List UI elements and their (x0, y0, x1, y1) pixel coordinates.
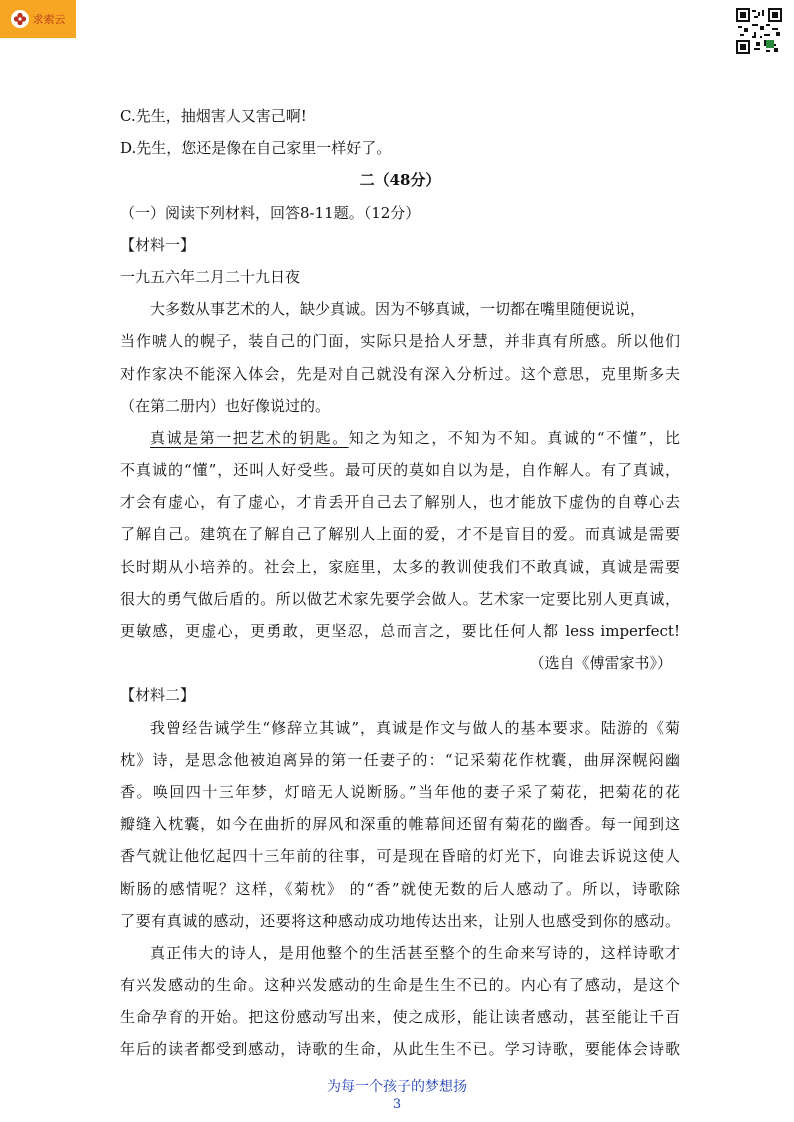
text-line: 香。唤回四十三年梦，灯暗无人说断肠。”当年他的妻子采了菊花，把菊花的花 (120, 782, 680, 801)
text-line: 了解自己。建筑在了解自己了解别人上面的爱，才不是盲目的爱。而真诚是需要 (120, 525, 680, 544)
footer-slogan: 为每一个孩子的梦想扬 (327, 1079, 467, 1095)
flower-logo-icon (11, 10, 29, 28)
text-line: 长时期从小培养的。社会上，家庭里，太多的教训使我们不敢真诚，真诚是需要 (120, 557, 680, 576)
text-line: 当作唬人的幌子，装自己的门面，实际只是拾人牙慧，并非真有所感。所以他们 (120, 332, 680, 351)
text-line: 枕》诗，是思念他被迫离异的第一任妻子的：“记采菊花作枕囊，曲屏深幌闷幽 (120, 750, 680, 769)
text-line: 二（48分） (359, 171, 441, 190)
text-line: 不真诚的“懂”，还叫人好受些。最可厌的莫如自以为是，自作解人。有了真诚， (120, 461, 680, 480)
text-line: 断肠的感情呢？这样，《菊枕》 的“香”就使无数的后人感动了。所以，诗歌除 (120, 879, 680, 898)
line-remainder: 知之为知之，不知为不知。真诚的“不懂”，比 (348, 428, 680, 447)
text-line: 一九五六年二月二十九日夜 (120, 267, 301, 286)
text-line: 【材料一】 (120, 235, 196, 254)
text-line: 【材料二】 (120, 686, 196, 705)
text-line: 很大的勇气做后盾的。所以做艺术家先要学会做人。艺术家一定要比别人更真诚， (120, 589, 680, 608)
text-line: 有兴发感动的生命。这种兴发感动的生命是生生不已的。内心有了感动，是这个 (120, 976, 680, 995)
text-line (120, 422, 680, 454)
brand-logo (0, 0, 76, 38)
qr-code-icon (736, 8, 782, 54)
text-line: 了要有真诚的感动，还要将这种感动成功地传达出来，让别人也感受到你的感动。 (120, 911, 680, 930)
text-line: 才会有虚心，有了虚心，才肯丢开自己去了解别人，也才能放下虚伪的自尊心去 (120, 493, 680, 512)
document-body (120, 100, 680, 1066)
text-line: D.先生，您还是像在自己家里一样好了。 (120, 139, 392, 158)
page-number: 3 (392, 1097, 402, 1112)
text-line: 更敏感，更虚心，更勇敢，更坚忍，总而言之，要比任何人都 less imperfect! (120, 622, 680, 640)
text-line: 香气就让他忆起四十三年前的往事，可是现在昏暗的灯光下，向谁去诉说这使人 (120, 847, 680, 866)
text-line: （在第二册内）也好像说过的。 (120, 396, 331, 415)
text-line: C.先生，抽烟害人又害己啊! (120, 107, 307, 125)
text-line: 瓣缝入枕囊，如今在曲折的屏风和深重的帷幕间还留有菊花的幽香。每一闻到这 (120, 815, 680, 834)
text-line: 对作家决不能深入体会，先是对自己就没有深入分析过。这个意思，克里斯多夫 (120, 364, 680, 383)
text-line: （一）阅读下列材料，回答8-11题。（12分） (120, 203, 421, 222)
text-line: 年后的读者都受到感动，诗歌的生命，从此生生不已。学习诗歌，要能体会诗歌 (120, 1040, 680, 1059)
text-line: 我曾经告诫学生“修辞立其诚”，真诚是作文与做人的基本要求。陆游的《菊 (150, 718, 680, 737)
text-line: （选自《傅雷家书》） (529, 654, 672, 673)
text-line: 真正伟大的诗人，是用他整个的生活甚至整个的生命来写诗的，这样诗歌才 (150, 943, 680, 962)
text-line: 生命孕育的开始。把这份感动写出来，使之成形，能让读者感动，甚至能让千百 (120, 1008, 680, 1027)
underlined-phrase: 真诚是第一把艺术的钥匙。 (150, 428, 349, 447)
text-line: 大多数从事艺术的人，缺少真诚。因为不够真诚，一切都在嘴里随便说说， (150, 300, 646, 319)
logo-text: 求索云 (32, 13, 66, 26)
